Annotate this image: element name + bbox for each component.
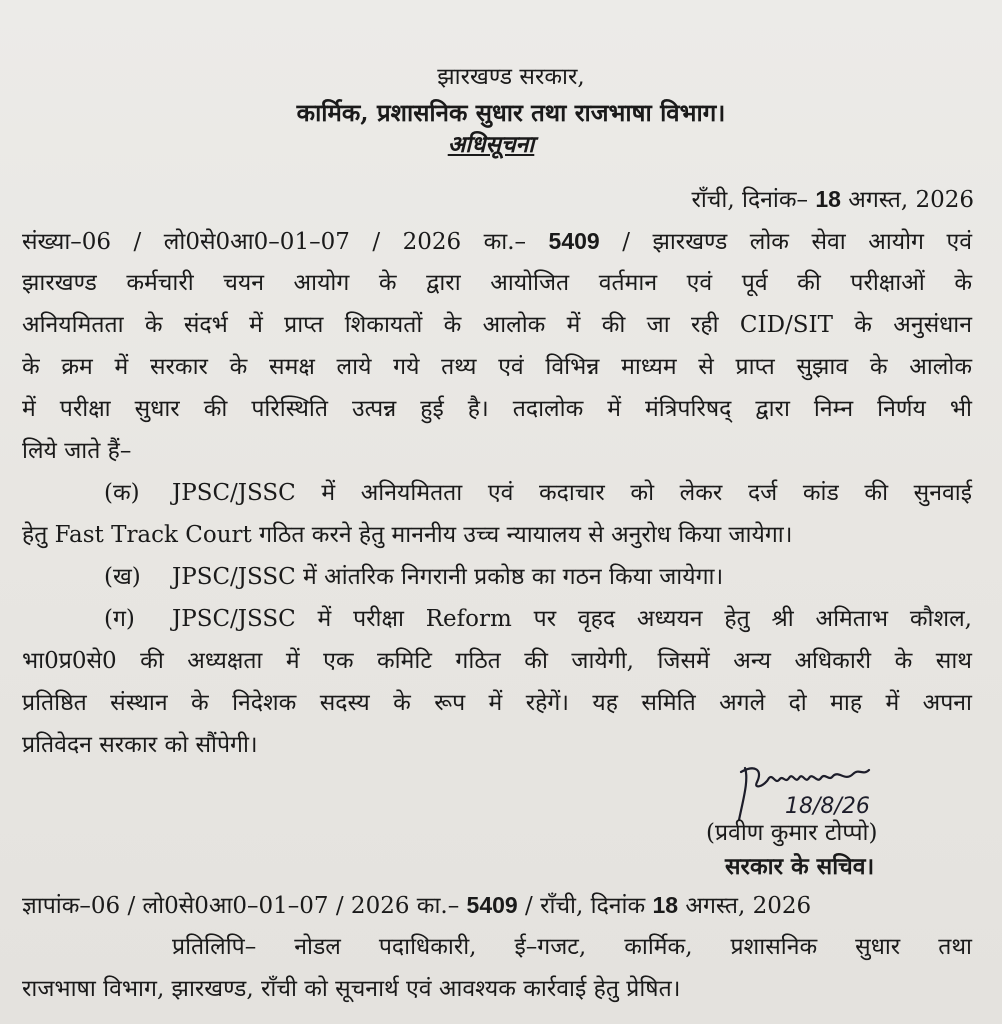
decision-ga-line-1: JPSC/JSSC में परीक्षा Reform पर वृहद अध्ययन हेतु श्री अमिताभ कौशल, [172,606,972,632]
memo-ref-number: 5409 [466,892,518,918]
copy-line-2: राजभाषा विभाग, झारखण्ड, राँची को सूचनार्थ एवं आवश्यक कार्रवाई हेतु प्रेषित। [22,976,681,1002]
body-line-3: अनियमितता के संदर्भ में प्राप्त शिकायतों के आलोक में की जा रही CID/SIT के अनुसंधान [22,312,972,338]
document-type-heading: अधिसूचना [447,131,535,158]
place-date-day: 18 [815,186,841,212]
signatory-designation: सरकार के सचिव। [725,853,875,880]
government-heading: झारखण्ड सरकार, [437,64,585,90]
place-date-month-year: अगस्त, 2026 [848,187,974,213]
decision-ka-line-2: हेतु Fast Track Court गठित करने हेतु माननीय उच्च न्यायालय से अनुरोध किया जायेगा। [22,522,793,548]
decision-label-ga: (ग) [104,606,135,632]
body-line-5: में परीक्षा सुधार की परिस्थिति उत्पन्न हुई है। तदालोक में मंत्रिपरिषद् द्वारा निम्न निर्णय भी [22,396,972,422]
signature-date: 18/8/26 [785,794,870,819]
reference-serial: 5409 [548,228,600,254]
body-line-1-text: / झारखण्ड लोक सेवा आयोग एवं [622,229,973,255]
decision-ka-line-1: JPSC/JSSC में अनियमितता एवं कदाचार को लेकर दर्ज कांड की सुनवाई [172,480,972,506]
body-line-6: लिये जाते हैं– [22,438,132,464]
memo-month-year: अगस्त, 2026 [685,893,812,919]
place-date [691,184,974,215]
body-line-1 [22,226,972,257]
memo-day: 18 [652,892,679,918]
copy-line-1: प्रतिलिपि– नोडल पदाधिकारी, ई–गजट, कार्मिक, प्रशासनिक सुधार तथा [172,934,972,960]
decision-label-ka: (क) [104,480,140,506]
body-line-4: के क्रम में सरकार के समक्ष लाये गये तथ्य एवं विभिन्न माध्यम से प्राप्त सुझाव के आलोक [22,354,972,380]
decision-kha-line-1: JPSC/JSSC में आंतरिक निगरानी प्रकोष्ठ का गठन किया जायेगा। [172,564,724,590]
department-heading: कार्मिक, प्रशासनिक सुधार तथा राजभाषा विभाग। [296,98,726,127]
decision-ga-line-4: प्रतिवेदन सरकार को सौंपेगी। [22,732,258,758]
memo-ref-prefix: ज्ञापांक–06 / लो0से0आ0–01–07 / 2026 का.– [22,893,460,919]
memo-ref-suffix: / राँची, दिनांक [525,893,646,919]
place-date-prefix: राँची, दिनांक– [691,187,809,213]
decision-ga-line-3: प्रतिष्ठित संस्थान के निदेशक सदस्य के रूप में रहेगें। यह समिति अगले दो माह में अपना [22,690,972,716]
body-line-2: झारखण्ड कर्मचारी चयन आयोग के द्वारा आयोजित वर्तमान एवं पूर्व की परीक्षाओं के [22,270,972,296]
memo-reference [22,890,811,921]
reference-number: संख्या–06 / लो0से0आ0–01–07 / 2026 का.– [22,229,527,255]
decision-label-kha: (ख) [104,564,141,590]
decision-ga-line-2: भा0प्र0से0 की अध्यक्षता में एक कमिटि गठित की जायेगी, जिसमें अन्य अधिकारी के साथ [22,648,972,674]
signatory-name: (प्रवीण कुमार टोप्पो) [706,820,878,846]
